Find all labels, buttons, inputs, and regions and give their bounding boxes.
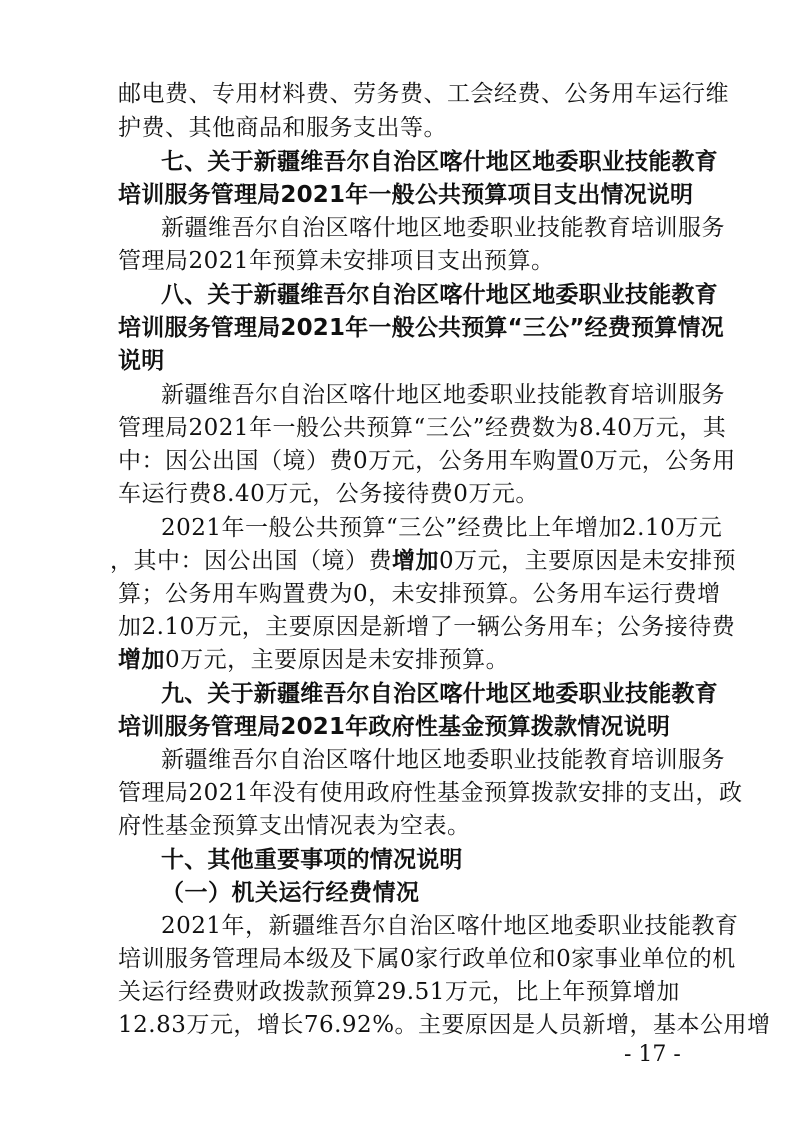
- emphasis-text: 增加: [392, 548, 439, 574]
- body-text-line: 管理局2021年一般公共预算“三公”经费数为8.40万元，其: [118, 415, 727, 441]
- emphasis-text: 增加: [118, 647, 165, 673]
- body-text-line: 新疆维吾尔自治区喀什地区地委职业技能教育培训服务: [161, 382, 725, 408]
- section-heading-7: 七、关于新疆维吾尔自治区喀什地区地委职业技能教育: [161, 149, 718, 175]
- page-number: - 17 -: [624, 1042, 681, 1067]
- body-text-line: 车运行费8.40万元，公务接待费0万元。: [118, 481, 539, 507]
- section-heading-10: 十、其他重要事项的情况说明: [161, 847, 463, 873]
- body-text-line: 2021年一般公共预算“三公”经费比上年增加2.10万元: [161, 515, 723, 541]
- section-heading-8-cont: 说明: [118, 348, 165, 374]
- body-text-line: 培训服务管理局本级及下属0家行政单位和0家事业单位的机: [118, 946, 736, 972]
- body-text-line: 管理局2021年没有使用政府性基金预算拨款安排的支出，政: [118, 780, 743, 806]
- body-text-line: [118, 643, 509, 677]
- body-text-segment: 0万元，主要原因是未安排预算。: [165, 647, 510, 673]
- body-text-line: 加2.10万元，主要原因是新增了一辆公务用车；公务接待费: [118, 614, 736, 640]
- body-text-line: 算；公务用车购置费为0，未安排预算。公务用车运行费增: [118, 581, 721, 607]
- body-text-line: 管理局2021年预算未安排项目支出预算。: [118, 248, 555, 274]
- section-heading-9: 九、关于新疆维吾尔自治区喀什地区地委职业技能教育: [161, 681, 718, 707]
- body-text-line: [110, 544, 736, 578]
- body-text-line: 12.83万元，增长76.92%。主要原因是人员新增，基本公用增: [118, 1012, 771, 1038]
- body-text-line: 新疆维吾尔自治区喀什地区地委职业技能教育培训服务: [161, 747, 725, 773]
- body-text-line: 2021年，新疆维吾尔自治区喀什地区地委职业技能教育: [161, 913, 739, 939]
- body-text-line: 中：因公出国（境）费0万元，公务用车购置0万元，公务用: [118, 448, 736, 474]
- body-text-line: 关运行经费财政拨款预算29.51万元，比上年预算增加: [118, 979, 680, 1005]
- body-text-line: 府性基金预算支出情况表为空表。: [118, 813, 471, 839]
- body-text-segment: ，其中：因公出国（境）费: [110, 548, 392, 574]
- body-text-line: 新疆维吾尔自治区喀什地区地委职业技能教育培训服务: [161, 215, 725, 241]
- subsection-heading: （一）机关运行经费情况: [161, 879, 420, 906]
- body-text-line: 护费、其他商品和服务支出等。: [118, 115, 447, 141]
- section-heading-9-cont: 培训服务管理局2021年政府性基金预算拨款情况说明: [118, 714, 671, 740]
- section-heading-8: 八、关于新疆维吾尔自治区喀什地区地委职业技能教育: [161, 282, 718, 308]
- body-text-segment: 0万元，主要原因是未安排预: [439, 548, 737, 574]
- section-heading-8-cont: 培训服务管理局2021年一般公共预算“三公”经费预算情况: [118, 315, 724, 341]
- section-heading-7-cont: 培训服务管理局2021年一般公共预算项目支出情况说明: [118, 182, 694, 208]
- body-text-line: 邮电费、专用材料费、劳务费、工会经费、公务用车运行维: [118, 81, 729, 107]
